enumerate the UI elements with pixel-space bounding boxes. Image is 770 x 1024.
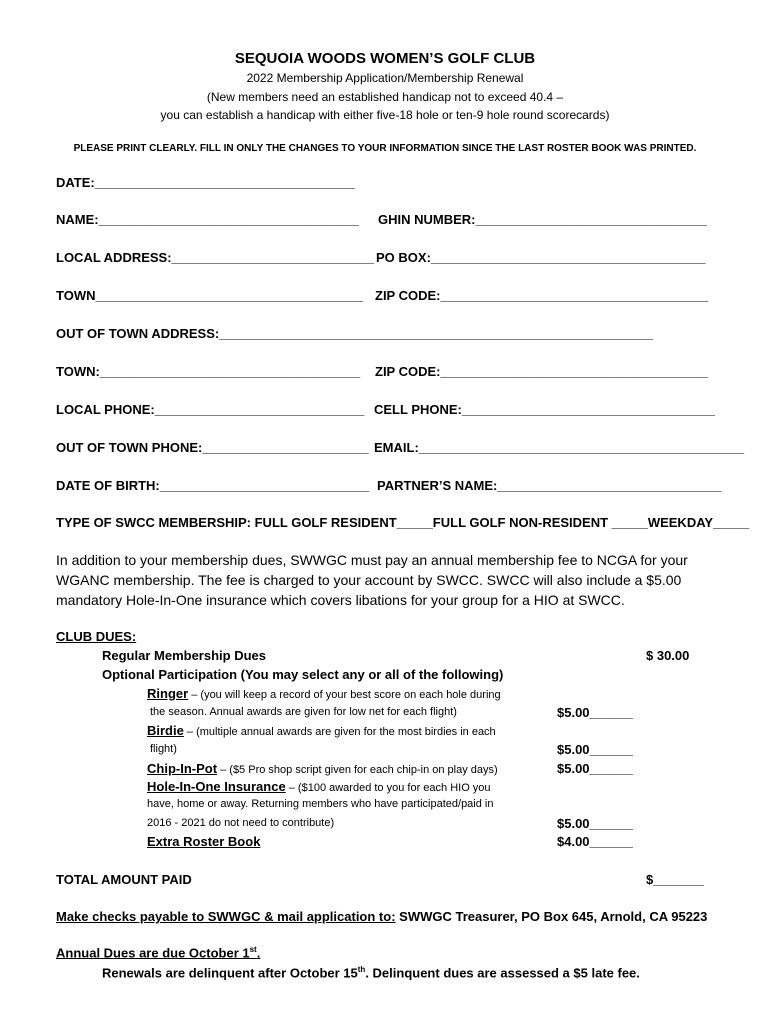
annual-dues-text: Annual Dues are due October 1 xyxy=(56,945,250,961)
ncga-fee-paragraph: In addition to your membership dues, SWWGC must pay an annual membership fee to NCGA for your WGANC membership. The fee is charged to your account by SWCC. SWCC will also include a $5.00 mandatory Hole-In-One insurance which covers libations for your group for a HIO at SWCC. xyxy=(56,552,688,608)
club-dues-heading: CLUB DUES: xyxy=(56,629,137,644)
ringer-title: Ringer xyxy=(147,686,189,701)
optional-participation-label: Optional Participation (You may select any or all of the following) xyxy=(102,667,504,682)
zip-code2-field[interactable]: ZIP CODE:_____________________________________ xyxy=(375,364,708,379)
po-box-field[interactable]: PO BOX:______________________________________ xyxy=(376,250,706,265)
annual-dues-sup: st xyxy=(249,945,257,954)
out-of-town-address-field[interactable]: OUT OF TOWN ADDRESS:____________________________________________________________ xyxy=(56,326,654,341)
zip-code-field[interactable]: ZIP CODE:_____________________________________ xyxy=(375,288,708,303)
extra-roster-book-title: Extra Roster Book xyxy=(147,834,261,849)
form-title: SEQUOIA WOODS WOMEN’S GOLF CLUB xyxy=(234,50,536,67)
cell-phone-field[interactable]: CELL PHONE:___________________________________ xyxy=(374,402,715,417)
ringer-line1 xyxy=(147,686,501,701)
date-of-birth-field[interactable]: DATE OF BIRTH:_____________________________ xyxy=(56,478,370,493)
local-phone-field[interactable]: LOCAL PHONE:_____________________________ xyxy=(56,402,365,417)
town-field[interactable]: TOWN_____________________________________ xyxy=(56,288,363,303)
renewal-delinquent-note xyxy=(102,965,640,980)
local-address-field[interactable]: LOCAL ADDRESS:____________________________ xyxy=(56,250,374,265)
renewal-sup: th xyxy=(357,965,366,974)
email-field[interactable]: EMAIL:_____________________________________________ xyxy=(374,440,745,455)
birdie-amount[interactable]: $5.00______ xyxy=(557,742,633,757)
birdie-desc1: – (multiple annual awards are given for the most birdies in each xyxy=(183,726,496,738)
hole-in-one-desc1: – ($100 awarded to you for each HIO you xyxy=(285,782,491,794)
ringer-desc2: the season. Annual awards are given for low net for each flight) xyxy=(150,706,457,718)
hole-in-one-desc2: have, home or away. Returning members who have participated/paid in xyxy=(147,798,494,810)
extra-roster-book-amount[interactable]: $4.00______ xyxy=(557,834,633,849)
hole-in-one-amount[interactable]: $5.00______ xyxy=(557,816,633,831)
regular-dues-label: Regular Membership Dues xyxy=(102,648,266,663)
hole-in-one-line1 xyxy=(147,779,491,794)
chip-in-pot-amount[interactable]: $5.00______ xyxy=(557,761,633,776)
ringer-desc1: – (you will keep a record of your best score on each hole during xyxy=(188,689,501,701)
ringer-amount[interactable]: $5.00______ xyxy=(557,705,633,720)
handicap-note-line2: you can establish a handicap with either five-18 hole or ten-9 hole round scorecards) xyxy=(160,108,610,122)
chip-in-pot-desc: – ($5 Pro shop script given for each chip-in on play days) xyxy=(217,764,498,776)
handicap-note-line1: (New members need an established handicap not to exceed 40.4 – xyxy=(206,90,564,104)
payment-address: SWWGC Treasurer, PO Box 645, Arnold, CA 95223 xyxy=(395,909,708,924)
payment-instructions xyxy=(56,909,707,924)
partner-name-field[interactable]: PARTNER’S NAME:_______________________________ xyxy=(377,478,722,493)
chip-in-pot-line xyxy=(147,761,498,776)
renewal-suffix: . Delinquent dues are assessed a $5 late fee. xyxy=(365,965,640,981)
birdie-line1 xyxy=(147,723,496,738)
birdie-title: Birdie xyxy=(147,723,184,738)
name-field[interactable]: NAME:____________________________________ xyxy=(56,212,359,227)
ghin-number-field[interactable]: GHIN NUMBER:________________________________ xyxy=(378,212,707,227)
regular-dues-amount: $ 30.00 xyxy=(646,648,690,663)
date-field[interactable]: DATE:____________________________________ xyxy=(56,175,356,190)
membership-type-field[interactable]: TYPE OF SWCC MEMBERSHIP: FULL GOLF RESIDENT_____FULL GOLF NON-RESIDENT _____WEEKDAY_____ xyxy=(56,515,750,530)
out-of-town-phone-field[interactable]: OUT OF TOWN PHONE:_______________________ xyxy=(56,440,369,455)
renewal-text: Renewals are delinquent after October 15 xyxy=(102,965,358,981)
hole-in-one-desc3: 2016 - 2021 do not need to contribute) xyxy=(147,817,335,829)
payment-label: Make checks payable to SWWGC & mail application to: xyxy=(56,909,396,924)
birdie-desc2: flight) xyxy=(150,743,177,755)
chip-in-pot-title: Chip-In-Pot xyxy=(147,761,218,776)
hole-in-one-title: Hole-In-One Insurance xyxy=(147,779,286,794)
annual-dues-suffix: . xyxy=(256,945,261,961)
form-subtitle: 2022 Membership Application/Membership Renewal xyxy=(246,71,524,85)
print-instruction: PLEASE PRINT CLEARLY. FILL IN ONLY THE CHANGES TO YOUR INFORMATION SINCE THE LAST ROSTER BOOK WAS PRINTED. xyxy=(73,143,697,154)
total-amount-field[interactable]: $_______ xyxy=(646,872,704,887)
town2-field[interactable]: TOWN:____________________________________ xyxy=(56,364,361,379)
total-amount-label: TOTAL AMOUNT PAID xyxy=(56,872,192,887)
annual-dues-due xyxy=(56,945,260,960)
